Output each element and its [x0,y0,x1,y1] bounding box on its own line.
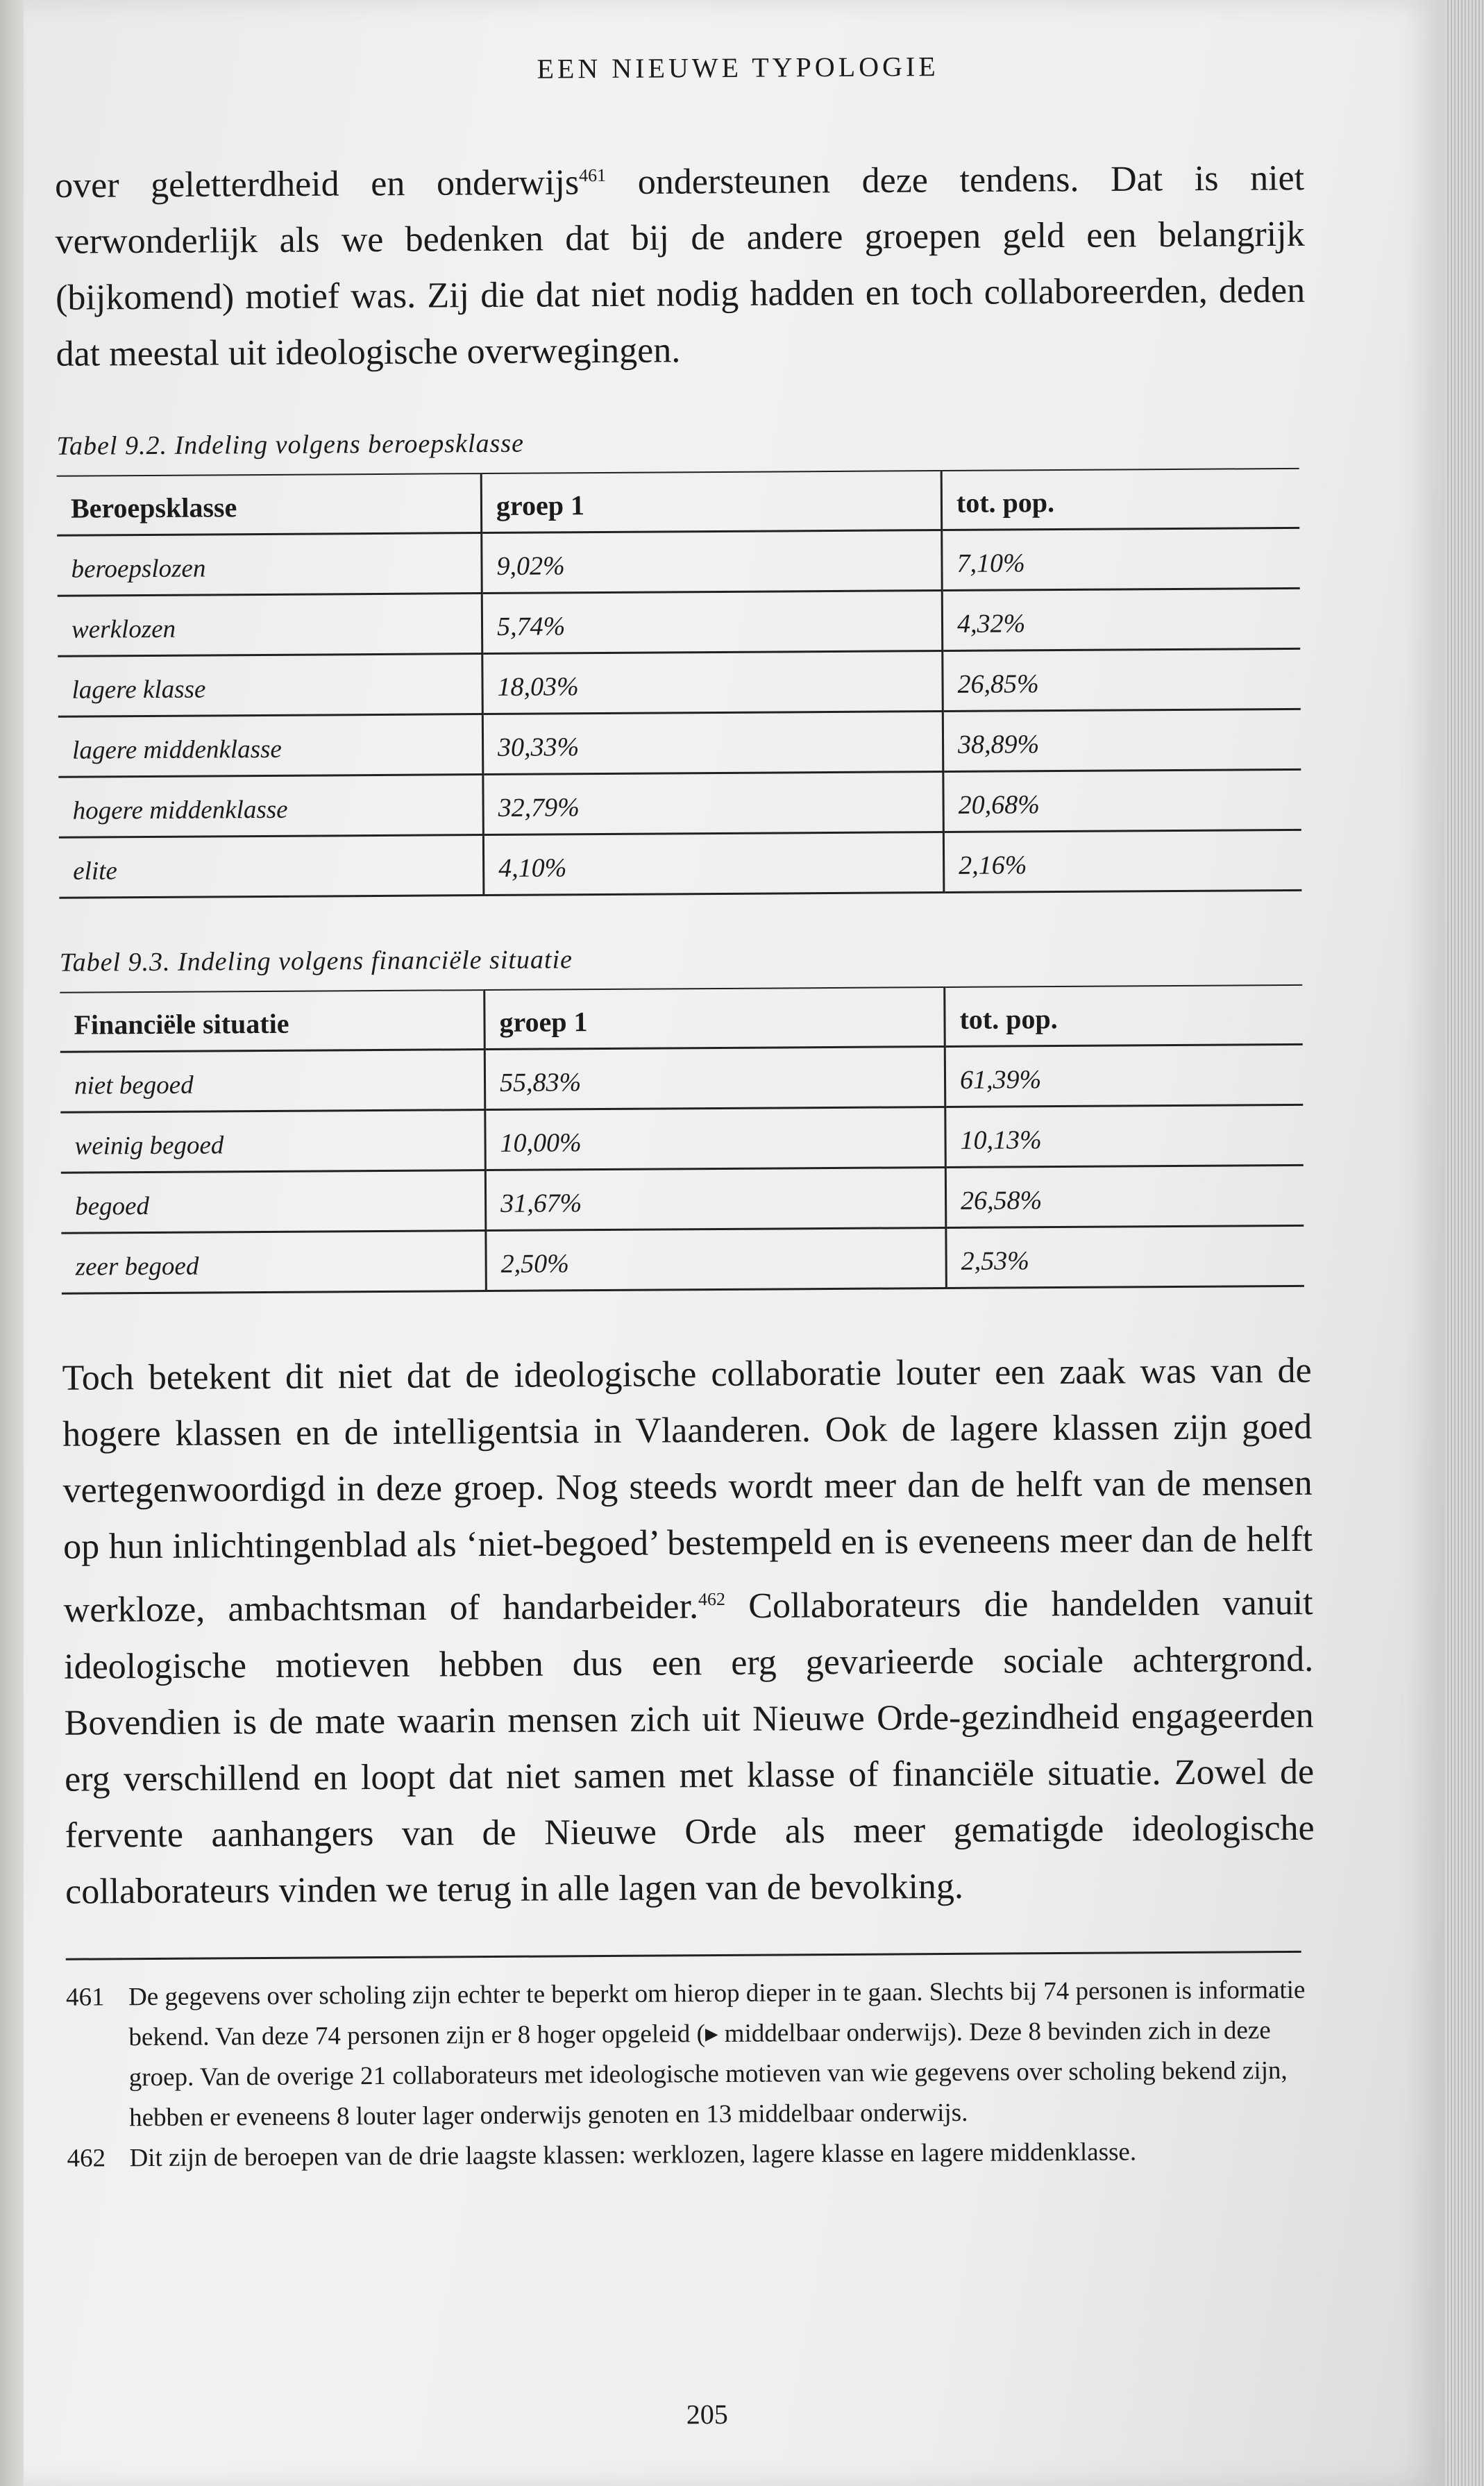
row-label: elite [59,835,484,898]
cell-groep1: 5,74% [482,591,943,654]
cell-groep1: 32,79% [483,772,944,835]
table-row [58,770,1301,838]
table-caption-9-2: Tabel 9.2. Indeling volgens beroepsklasse [56,429,525,462]
cell-totpop: 2,53% [946,1226,1304,1288]
row-label: zeer begoed [61,1231,486,1294]
cell-totpop: 61,39% [945,1045,1303,1107]
page-block-edge [1445,0,1484,2486]
table-row [60,1045,1303,1113]
body-text-2: Collaborateurs die handelden vanuit ideologische motieven hebben dus een erg gevarieerde sociale achtergrond. Bovendien is de mate waarin mensen zich uit Nieuwe Orde-gezindheid engageerden erg verschillend en loopt dat niet samen met klasse of financiële situatie. Zowel de fervente aanhangers van de Nieuwe Orde als meer gematigde ideologische collaborateurs vinden we terug in alle lagen van de bevolking. [64,1583,1315,1912]
cell-totpop: 7,10% [942,528,1300,591]
column-header: Beroepsklasse [57,473,482,535]
column-header: groep 1 [484,987,945,1050]
cell-groep1: 4,10% [483,832,944,896]
cell-totpop: 26,85% [943,649,1301,712]
cell-totpop: 26,58% [945,1166,1304,1228]
cell-totpop: 2,16% [943,830,1301,893]
footnote-text: Dit zijn de beroepen van de drie laagste klassen: werklozen, lagere klasse en lagere middenklasse. [129,2138,1137,2172]
cell-groep1: 30,33% [482,712,943,775]
cell-groep1: 31,67% [485,1168,946,1231]
column-header: Financiële situatie [60,990,484,1052]
cell-groep1: 2,50% [486,1228,947,1291]
cell-groep1: 18,03% [482,651,943,714]
table-row [57,528,1299,596]
cell-totpop: 38,89% [943,709,1301,772]
cell-totpop: 10,13% [945,1105,1304,1168]
page-content [33,47,1365,2430]
table-row [60,1105,1303,1173]
table-row [58,589,1300,657]
table-row [58,649,1300,717]
cell-groep1: 55,83% [484,1047,945,1110]
footnote-ref-462: 462 [698,1589,726,1610]
intro-paragraph [55,143,1306,383]
column-header: tot. pop. [945,985,1303,1047]
table-row [59,830,1301,898]
intro-text-2: ondersteunen deze tendens. Dat is niet verwonderlijk als we bedenken dat bij de andere groepen geld een belangrijk (bijkomend) motief was. Zij die dat niet nodig hadden en toch collaboreerden, deden dat meestal uit ideologische overwegingen. [55,158,1306,375]
footnote-ref-461: 461 [578,165,607,186]
row-label: beroepslozen [57,533,482,596]
column-header: groep 1 [481,471,942,533]
table-beroepsklasse [57,468,1302,899]
footnote-462 [67,2131,1309,2178]
cell-groep1: 9,02% [482,530,943,594]
footnote-divider [66,1951,1301,1960]
body-text-1: Toch betekent dit niet dat de ideologische collaboratie louter een zaak was van de hogere klassen en de intelligentsia in Vlaanderen. Ook de lagere klassen zijn goed vertegenwoordigd in deze groep. Nog steeds wordt meer dan de helft van de mensen op hun inlichtingenblad als ‘niet-begoed’ bestempeld en is eveneens meer dan de helft werkloze, ambachtsman of handarbeider. [62,1351,1313,1631]
row-label: begoed [61,1170,486,1234]
table-row [61,1166,1304,1234]
row-label: niet begoed [60,1050,485,1113]
row-label: lagere klasse [58,654,482,717]
row-label: weinig begoed [60,1110,485,1173]
footnote-number: 461 [65,1983,105,2012]
table-row [58,709,1301,778]
footnote-text: De gegevens over scholing zijn echter te beperkt om hierop dieper in te gaan. Slechts bij 74 personen is informatie bekend. Van deze 74 personen zijn er 8 hoger opgeleid (▸ middelbaar onderwijs). Deze 8 bevinden zich in deze groep. Van de overige 21 collaborateurs met ideologische motieven van wie gegevens over scholing bekend zijn, hebben er eveneens 8 louter lager onderwijs genoten en 13 middelbaar onderwijs. [128,1975,1306,2132]
table-header-row [57,469,1299,535]
table-financiele-situatie [60,984,1304,1295]
table-header-row [60,985,1302,1052]
cell-totpop: 4,32% [942,589,1300,651]
row-label: hogere middenklasse [58,775,483,838]
footnote-number: 462 [67,2144,106,2173]
running-head: EEN NIEUWE TYPOLOGIE [537,51,939,85]
column-header: tot. pop. [941,469,1299,530]
row-label: lagere middenklasse [58,714,483,778]
table-row [61,1226,1304,1294]
row-label: werklozen [58,594,482,657]
body-paragraph [62,1343,1315,1920]
cell-groep1: 10,00% [485,1107,946,1170]
footnote-461 [66,1970,1309,2138]
intro-text-1: over geletterdheid en onderwijs [54,162,580,206]
table-caption-9-3: Tabel 9.3. Indeling volgens financiële situatie [59,945,573,978]
book-page [24,0,1445,2486]
page-number: 205 [686,2398,728,2430]
cell-totpop: 20,68% [943,770,1301,832]
